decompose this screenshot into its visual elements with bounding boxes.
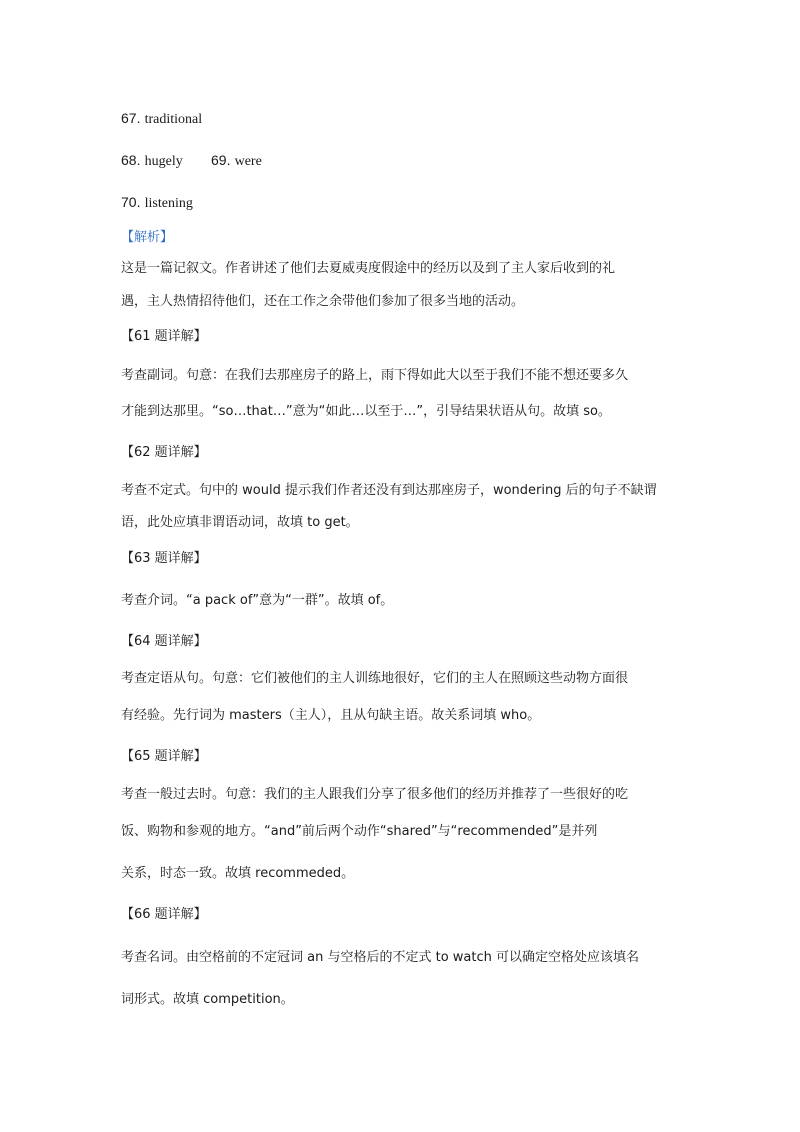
answer-70 — [121, 192, 193, 214]
q63-heading: 【63 题详解】 — [121, 551, 207, 566]
q61-line-2: 才能到达那里。“so…that…”意为“如此…以至于…”，引导结果状语从句。故填 so。 — [121, 404, 611, 419]
summary-line-2: 遇，主人热情招待他们，还在工作之余带他们参加了很多当地的活动。 — [121, 294, 525, 309]
q62-line-2: 语，此处应填非谓语动词，故填 to get。 — [121, 515, 359, 530]
q64-line-2: 有经验。先行词为 masters（主人），且从句缺主语。故关系词填 who。 — [121, 708, 541, 723]
q65-line-1: 考查一般过去时。句意：我们的主人跟我们分享了很多他们的经历并推荐了一些很好的吃 — [121, 787, 629, 802]
answer-word: traditional — [144, 112, 203, 127]
q65-line-2: 饭、购物和参观的地方。“and”前后两个动作“shared”与“recommended”是并列 — [121, 824, 598, 839]
q65-line-3: 关系，时态一致。故填 recommeded。 — [121, 866, 355, 881]
q66-line-2: 词形式。故填 competition。 — [121, 992, 294, 1007]
q64-line-1: 考查定语从句。句意：它们被他们的主人训练地很好，它们的主人在照顾这些动物方面很 — [121, 671, 629, 686]
q63-line-1: 考查介词。“a pack of”意为“一群”。故填 of。 — [121, 593, 394, 608]
q62-line-1: 考查不定式。句中的 would 提示我们作者还没有到达那座房子，wondering 后的句子不缺谓 — [121, 483, 657, 498]
answer-number: 69. — [211, 152, 231, 168]
answer-word: listening — [144, 196, 193, 211]
answer-number: 70. — [121, 194, 141, 210]
answer-word: were — [234, 154, 262, 169]
q61-line-1: 考查副词。句意：在我们去那座房子的路上，雨下得如此大以至于我们不能不想还要多久 — [121, 368, 629, 383]
q66-heading: 【66 题详解】 — [121, 907, 207, 922]
answer-67 — [121, 108, 202, 130]
q65-heading: 【65 题详解】 — [121, 749, 207, 764]
answer-word: hugely — [144, 154, 183, 169]
q66-line-1: 考查名词。由空格前的不定冠词 an 与空格后的不定式 to watch 可以确定空格处应该填名 — [121, 950, 640, 965]
q61-heading: 【61 题详解】 — [121, 329, 207, 344]
answer-68 — [121, 150, 183, 172]
q62-heading: 【62 题详解】 — [121, 445, 207, 460]
answer-number: 68. — [121, 152, 141, 168]
q64-heading: 【64 题详解】 — [121, 634, 207, 649]
analysis-label: 【解析】 — [121, 230, 174, 245]
answer-69 — [211, 150, 262, 172]
answer-number: 67. — [121, 110, 141, 126]
summary-line-1: 这是一篇记叙文。作者讲述了他们去夏威夷度假途中的经历以及到了主人家后收到的礼 — [121, 261, 616, 276]
